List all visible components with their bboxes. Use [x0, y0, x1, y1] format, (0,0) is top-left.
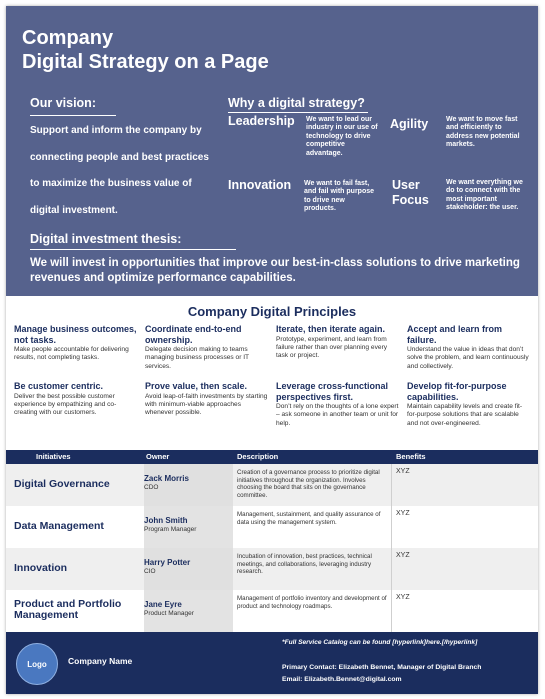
- principle-item: [276, 324, 400, 360]
- thesis-underline: [30, 249, 236, 250]
- owner-name: Harry Potter: [144, 558, 191, 567]
- why-word-agility: Agility: [390, 117, 429, 131]
- contact-block: [282, 662, 481, 686]
- initiative-name: Product and Portfolio Management: [14, 598, 122, 621]
- column-divider: [391, 506, 392, 548]
- table-row: [6, 548, 538, 590]
- thesis-text: We will invest in opportunities that improve our best-in-class solutions to drive marketing revenues and optimize performance capabilities.: [30, 257, 520, 284]
- vision-text: Support and inform the company by connecting people and best practices to maximize the business value of digital investment.: [30, 125, 209, 216]
- service-catalog-note[interactable]: *Full Service Catalog can be found [hyperlink]here.[/hyperlink]: [282, 639, 478, 646]
- initiative-description: Incubation of innovation, best practices, technical meetings, and collaborations, leveraging industry research.: [237, 553, 372, 576]
- principle-desc: Avoid leap-of-faith investments by starting with minimum-viable approaches whenever possible.: [145, 392, 268, 417]
- header-description: Description: [237, 452, 279, 461]
- column-divider: [391, 464, 392, 506]
- why-word-leadership: Leadership: [228, 114, 295, 128]
- why-heading: Why a digital strategy?: [228, 96, 365, 110]
- company-logo: [16, 643, 58, 685]
- owner-title: CDO: [144, 484, 159, 491]
- page-title: [22, 26, 269, 74]
- principle-desc: Understand the value in ideas that don’t solve the problem, and learn continuously and collectively.: [407, 346, 529, 370]
- company-name: Company Name: [68, 656, 133, 666]
- principle-item: [407, 381, 531, 428]
- owner-name: Jane Eyre: [144, 600, 182, 609]
- principle-title: Be customer centric.: [14, 381, 104, 391]
- title-line-2: Digital Strategy on a Page: [22, 51, 269, 73]
- owner-title: Product Manager: [144, 610, 194, 617]
- principle-desc: Don’t rely on the thoughts of a lone expert – ask someone in another team or unit for help.: [276, 403, 399, 427]
- principle-title: Coordinate end-to-end ownership.: [145, 324, 242, 345]
- principle-title: Iterate, then iterate again.: [276, 324, 386, 334]
- vision-underline: [30, 115, 116, 116]
- owner-cell: [144, 464, 233, 506]
- table-row: [6, 506, 538, 548]
- initiative-benefits: XYZ: [396, 468, 410, 475]
- vision-heading: Our vision:: [30, 96, 96, 110]
- principle-item: [145, 324, 269, 371]
- owner-title: CIO: [144, 568, 156, 575]
- table-row: [6, 464, 538, 506]
- principle-title: Leverage cross-functional perspectives first.: [276, 381, 389, 402]
- title-line-1: Company: [22, 27, 114, 49]
- principle-item: [145, 381, 269, 417]
- owner-title: Program Manager: [144, 526, 197, 533]
- initiative-description: Management of portfolio inventory and development of product and technology roadmaps.: [237, 595, 387, 610]
- why-desc-leadership: We want to lead our industry in our use of technology to drive competitive advantage.: [306, 116, 378, 157]
- table-row: [6, 590, 538, 632]
- principle-desc: Delegate decision making to teams managing business processes or IT services.: [145, 346, 249, 370]
- initiatives-table-header: [6, 450, 538, 464]
- page-footer: [6, 632, 538, 694]
- principle-desc: Deliver the best possible customer experience by empathizing and co-creating with our customers.: [14, 392, 117, 417]
- initiative-name: Digital Governance: [14, 478, 110, 490]
- principle-title: Develop fit-for-purpose capabilities.: [407, 381, 507, 402]
- initiative-name: Innovation: [14, 562, 68, 574]
- thesis-heading: Digital investment thesis:: [30, 232, 182, 246]
- owner-cell: [144, 506, 233, 548]
- principle-title: Prove value, then scale.: [145, 381, 248, 391]
- why-word-innovation: Innovation: [228, 178, 292, 192]
- principle-item: [407, 324, 531, 371]
- initiative-description: Creation of a governance process to prioritize digital initiatives throughout the organization. Involves choosing the board that sits on the governance committee.: [237, 469, 380, 499]
- why-desc-user-focus: We want everything we do to connect with the most important stakeholder: the user.: [446, 179, 523, 212]
- initiative-benefits: XYZ: [396, 552, 410, 559]
- initiative-benefits: XYZ: [396, 510, 410, 517]
- owner-cell: [144, 590, 233, 632]
- principle-desc: Make people accountable for delivering results, not completing tasks.: [14, 346, 129, 362]
- strategy-header: [6, 6, 538, 296]
- why-desc-agility: We want to move fast and efficiently to address new potential markets.: [446, 116, 520, 149]
- principle-title: Accept and learn from failure.: [407, 324, 503, 345]
- initiative-description: Management, sustainment, and quality assurance of data using the management system.: [237, 511, 381, 526]
- principle-item: [276, 381, 400, 428]
- principle-item: [14, 381, 138, 417]
- principles-title: Company Digital Principles: [187, 304, 357, 319]
- column-divider: [391, 590, 392, 632]
- header-benefits: Benefits: [396, 452, 426, 461]
- principle-desc: Maintain capability levels and create fit-for-purpose solutions that are scalable and not over-engineered.: [407, 403, 523, 427]
- owner-name: Zack Morris: [144, 474, 189, 483]
- initiative-benefits: XYZ: [396, 594, 410, 601]
- header-owner: Owner: [146, 452, 170, 461]
- initiative-name: Data Management: [14, 520, 104, 532]
- principle-desc: Prototype, experiment, and learn from failure rather than over planning every task or project.: [276, 335, 388, 360]
- contact-email[interactable]: Email: Elizabeth.Bennet@digital.com: [282, 676, 402, 683]
- why-desc-innovation: We want to fail fast, and fail with purpose to drive new products.: [304, 180, 375, 213]
- strategy-page: [6, 6, 538, 694]
- principle-item: [14, 324, 138, 363]
- owner-name: John Smith: [144, 516, 188, 525]
- why-underline: [228, 112, 368, 113]
- primary-contact: Primary Contact: Elizabeth Bennet, Manager of Digital Branch: [282, 664, 482, 671]
- owner-cell: [144, 548, 233, 590]
- why-word-user-focus: User Focus: [392, 178, 429, 207]
- header-initiatives: Initiatives: [36, 452, 71, 461]
- logo-label: Logo: [27, 659, 47, 669]
- column-divider: [391, 548, 392, 590]
- principle-title: Manage business outcomes, not tasks.: [14, 324, 137, 345]
